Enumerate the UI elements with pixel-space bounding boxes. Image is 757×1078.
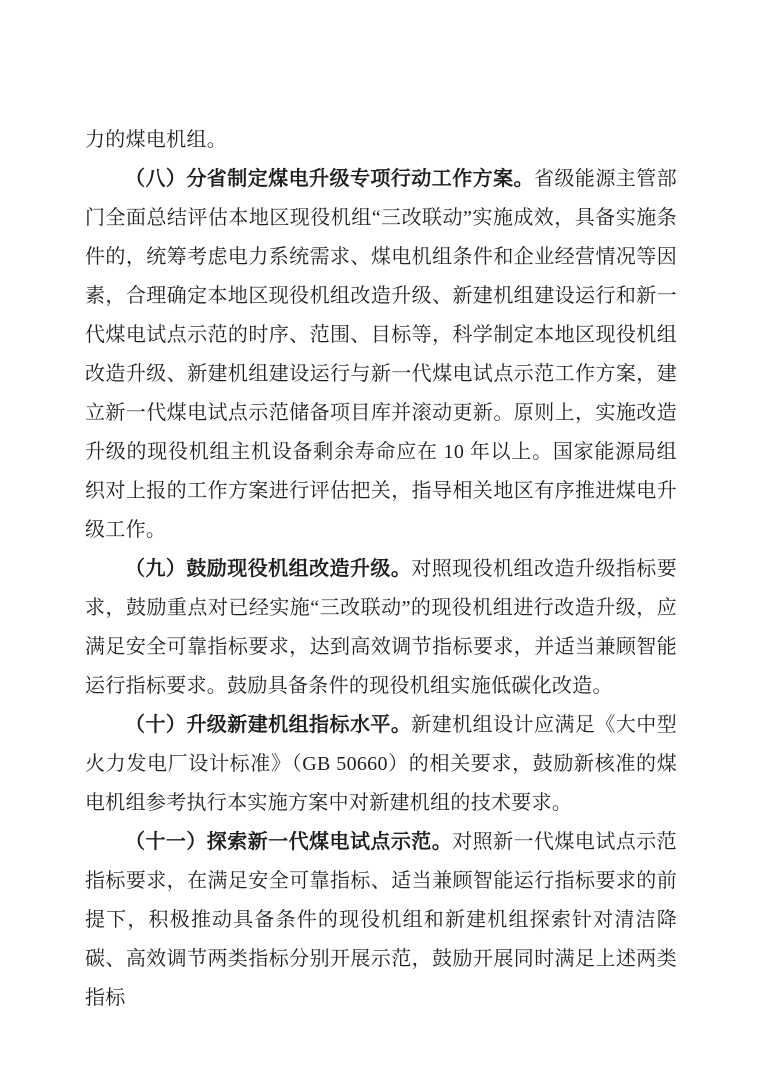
paragraph-text: 力的煤电机组。 [85, 129, 228, 151]
paragraph-heading: （九）鼓励现役机组改造升级。 [125, 558, 412, 580]
paragraph-text: 对照现役机组改造升级指标要求，鼓励重点对已经实施“三改联动”的现役机组进行改造升级，应满足安全可靠指标要求，达到高效调节指标要求，并适当兼顾智能运行指标要求。鼓励具备条件的现役机组实施低碳化改造。 [85, 558, 677, 697]
paragraph-text: 省级能源主管部门全面总结评估本地区现役机组“三改联动”实施成效，具备实施条件的，统筹考虑电力系统需求、煤电机组条件和企业经营情况等因素，合理确定本地区现役机组改造升级、新建机组建设运行和新一代煤电试点示范的时序、范围、目标等，科学制定本地区现役机组改造升级、新建机组建设运行与新一代煤电试点示范工作方案，建立新一代煤电试点示范储备项目库并滚动更新。原则上，实施改造升级的现役机组主机设备剩余寿命应在 10 年以上。国家能源局组织对上报的工作方案进行评估把关，指导相关地区有序推进煤电升级工作。 [85, 168, 677, 541]
paragraph-heading: （十）升级新建机组指标水平。 [125, 714, 412, 736]
paragraph-heading: （八）分省制定煤电升级专项行动工作方案。 [125, 168, 534, 190]
document-body [85, 121, 677, 1018]
paragraph [85, 121, 677, 160]
paragraph [85, 706, 677, 823]
paragraph-text: 对照新一代煤电试点示范指标要求，在满足安全可靠指标、适当兼顾智能运行指标要求的前提下，积极推动具备条件的现役机组和新建机组探索针对清洁降碳、高效调节两类指标分别开展示范，鼓励开展同时满足上述两类指标 [85, 831, 677, 1009]
paragraph [85, 160, 677, 550]
paragraph-heading: （十一）探索新一代煤电试点示范。 [125, 831, 453, 853]
paragraph [85, 823, 677, 1018]
paragraph [85, 550, 677, 706]
paragraph-text: 新建机组设计应满足《大中型火力发电厂设计标准》（GB 50660）的相关要求，鼓励新核准的煤电机组参考执行本实施方案中对新建机组的技术要求。 [85, 714, 677, 814]
